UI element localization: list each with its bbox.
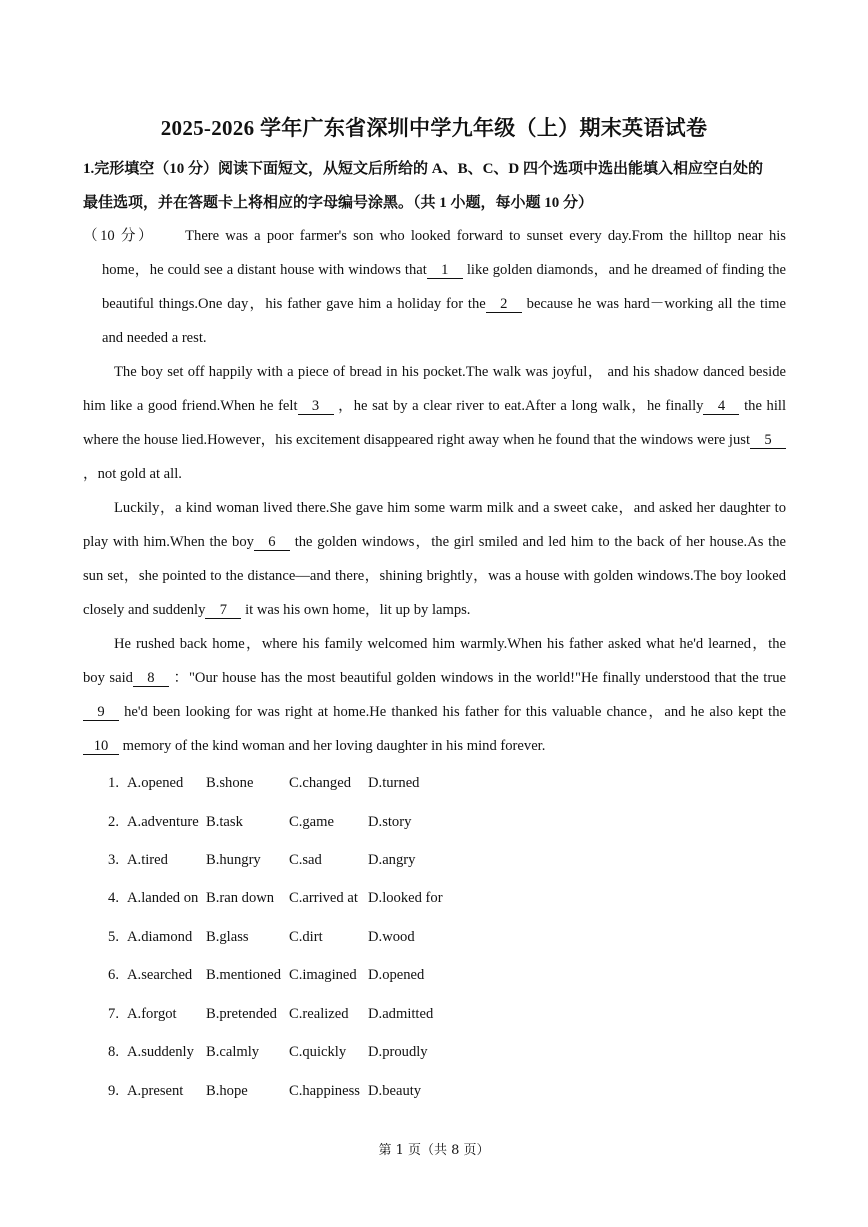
option-b: B.shone	[206, 775, 254, 791]
option-b: B.pretended	[206, 1006, 277, 1022]
blank-9: 9	[83, 695, 119, 729]
option-d: D.beauty	[368, 1083, 422, 1099]
option-d: D.wood	[368, 929, 415, 945]
option-d: D.proudly	[368, 1044, 428, 1060]
option-a: A.suddenly	[127, 1044, 194, 1060]
option-b: B.hungry	[206, 852, 261, 868]
option-b: B.hope	[206, 1083, 248, 1099]
option-a: A.present	[127, 1083, 184, 1099]
option-b: B.mentioned	[206, 967, 281, 983]
option-c: C.game	[289, 814, 334, 830]
passage-paragraph-2: The boy set off happily with a piece of bread in his pocket.The walk was joyful， and his shadow danced beside him like a good friend.When he felt 3 ，he sat by a clear river to eat.After a long walk，he finally 4 the hill where the house lied.However，his excitement disappeared right away when he found that the windows were just 5 ，not gold at all.	[83, 364, 787, 482]
blank-6: 6	[254, 525, 290, 559]
option-a: A.opened	[127, 775, 184, 791]
blank-2: 2	[486, 287, 522, 321]
option-a: A.diamond	[127, 929, 193, 945]
option-c: C.happiness	[289, 1083, 360, 1099]
option-a: A.adventure	[127, 814, 199, 830]
option-d: D.opened	[368, 967, 425, 983]
option-c: C.sad	[289, 852, 322, 868]
option-c: C.changed	[289, 775, 352, 791]
page-title: 2025-2026 学年广东省深圳中学九年级（上）期末英语试卷	[160, 116, 708, 140]
option-d: D.angry	[368, 852, 416, 868]
option-a: A.searched	[127, 967, 193, 983]
option-c: C.quickly	[289, 1044, 347, 1060]
passage-paragraph-1: （10 分） There was a poor farmer's son who looked forward to sunset every day.From the hilltop near his home，he could see a distant house with windows that 1 like golden diamonds，and he dreamed of finding the beautiful things.One day，his father gave him a holiday for the 2 because he was hard－working all the time and needed a rest.	[83, 228, 786, 346]
instruction-line-1: 1.完形填空（10 分）阅读下面短文，从短文后所给的 A、B、C、D 四个选项中选出能填入相应空白处的	[83, 161, 764, 177]
option-b: B.calmly	[206, 1044, 260, 1060]
blank-1: 1	[427, 253, 463, 287]
blank-3: 3	[298, 389, 334, 423]
blank-4: 4	[703, 389, 739, 423]
option-c: C.arrived at	[289, 890, 358, 906]
option-c: C.dirt	[289, 929, 323, 945]
page-footer: 第 1 页（共 8 页）	[378, 1143, 490, 1158]
score-label: （10 分）	[83, 228, 156, 244]
blank-5: 5	[750, 423, 786, 457]
passage-paragraph-4: He rushed back home，where his family welcomed him warmly.When his father asked what he'd learned，the boy said 8 ："Our house has the most beautiful golden windows in the world!"He finally understood that the true9 he'd been looking for was right at home.He thanked his father for this valuable chance，and he also kept the10 memory of the kind woman and her loving daughter in his mind forever.	[83, 627, 786, 763]
option-b: B.glass	[206, 929, 249, 945]
blank-8: 8	[133, 661, 169, 695]
blank-10: 10	[83, 729, 119, 763]
option-c: C.realized	[289, 1006, 349, 1022]
option-b: B.ran down	[206, 890, 275, 906]
option-c: C.imagined	[289, 967, 357, 983]
option-b: B.task	[206, 814, 243, 830]
blank-7: 7	[205, 593, 241, 627]
option-a: A.tired	[127, 852, 168, 868]
option-d: D.story	[368, 814, 412, 830]
instruction-line-2: 最佳选项，并在答题卡上将相应的字母编号涂黑。（共 1 小题，每小题 10 分）	[83, 195, 594, 211]
option-d: D.looked for	[368, 890, 443, 906]
option-a: A.landed on	[127, 890, 199, 906]
option-d: D.admitted	[368, 1006, 434, 1022]
option-a: A.forgot	[127, 1006, 177, 1022]
passage-paragraph-3: Luckily，a kind woman lived there.She gave him some warm milk and a sweet cake，and asked her daughter to play with him.When the boy 6 the golden windows，the girl smiled and led him to the back of her house.As the sun set，she pointed to the distance—and there，shining brightly，was a house with golden windows.The boy looked closely and suddenly 7 it was his own home，lit up by lamps.	[83, 491, 786, 627]
option-d: D.turned	[368, 775, 420, 791]
